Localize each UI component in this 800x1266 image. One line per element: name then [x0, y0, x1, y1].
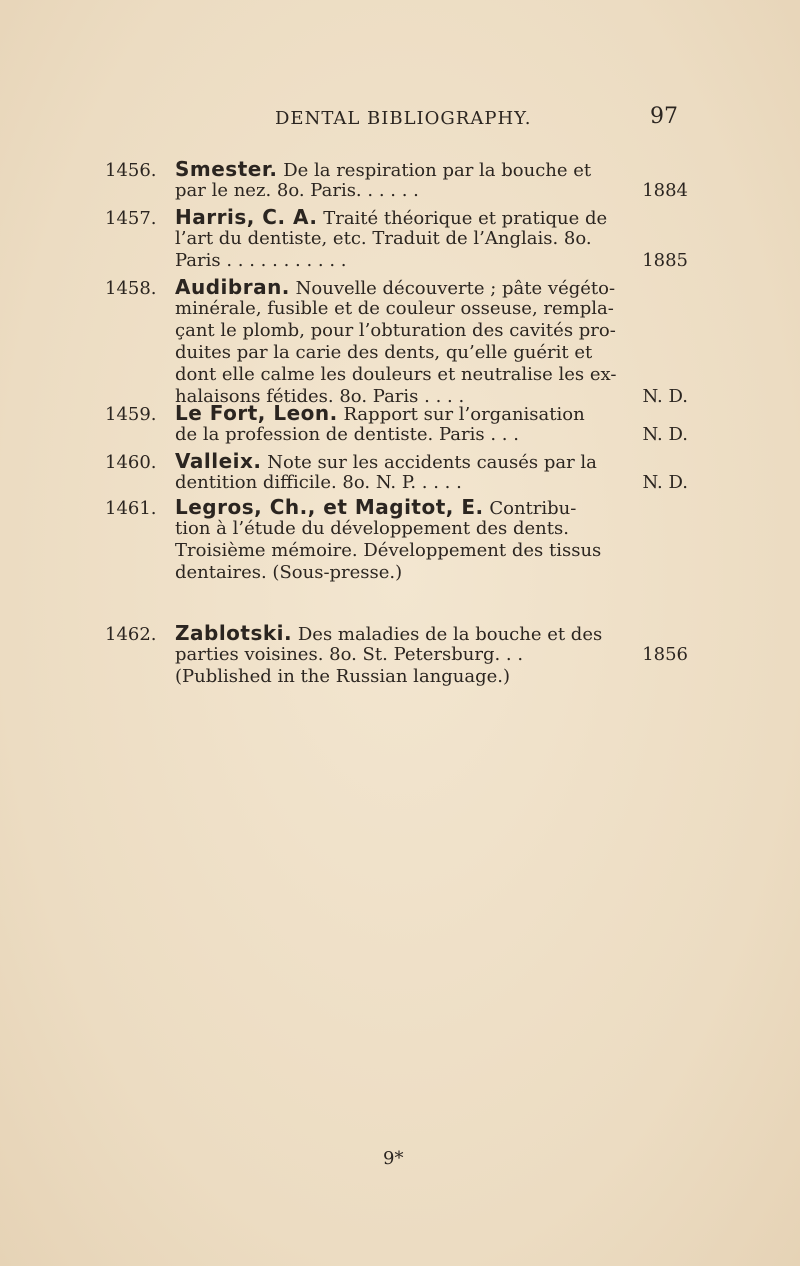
entry-line: dentition difficile. 8o. N. P. . . . .: [175, 472, 462, 493]
entry-date: 1856: [642, 644, 688, 665]
entry-text: Note sur les accidents causés par la: [267, 452, 597, 473]
entry-author: Le Fort, Leon.: [175, 401, 338, 425]
entry-line: minérale, fusible et de couleur osseuse, rempla-: [175, 298, 614, 319]
entry-author: Smester.: [175, 157, 278, 181]
entry-line: [175, 158, 591, 182]
entry-line: duites par la carie des dents, qu’elle guérit et: [175, 342, 593, 363]
entry-line: halaisons fétides. 8o. Paris . . . .: [175, 386, 465, 407]
entry-text: Des maladies de la bouche et des: [297, 624, 603, 645]
entry-number: 1459.: [105, 404, 157, 425]
entry-text: Nouvelle découverte ; pâte végéto-: [295, 278, 616, 299]
entry-line: dentaires. (Sous-presse.): [175, 562, 403, 583]
entry-author: Zablotski.: [175, 621, 293, 645]
entry-number: 1462.: [105, 624, 157, 645]
entry-date: N. D.: [642, 424, 688, 445]
entry-number: 1460.: [105, 452, 157, 473]
entry-author: Valleix.: [175, 449, 262, 473]
entry-line: [175, 450, 597, 474]
entry-line: l’art du dentiste, etc. Traduit de l’Anglais. 8o.: [175, 228, 592, 249]
entry-text: De la respiration par la bouche et: [283, 160, 592, 181]
entry-line: (Published in the Russian language.): [175, 666, 511, 687]
entry-line: [175, 402, 585, 426]
entry-date: 1884: [642, 180, 688, 201]
entry-date: 1885: [642, 250, 688, 271]
entry-line: dont elle calme les douleurs et neutralise les ex-: [175, 364, 617, 385]
entry-number: 1461.: [105, 498, 157, 519]
running-title: DENTAL BIBLIOGRAPHY.: [275, 108, 532, 129]
entry-author: Legros, Ch., et Magitot, E.: [175, 495, 484, 519]
entry-line: [175, 206, 607, 230]
entry-date: N. D.: [642, 386, 688, 407]
entry-line: [175, 622, 602, 646]
entry-line: tion à l’étude du développement des dents.: [175, 518, 569, 539]
entry-line: par le nez. 8o. Paris. . . . . .: [175, 180, 419, 201]
entry-text: Contribu-: [489, 498, 577, 519]
entry-line: [175, 276, 615, 300]
entry-author: Audibran.: [175, 275, 290, 299]
entry-number: 1456.: [105, 160, 157, 181]
entry-line: [175, 496, 576, 520]
entry-line: Paris . . . . . . . . . . .: [175, 250, 347, 271]
entry-line: Troisième mémoire. Développement des tissus: [175, 540, 602, 561]
entry-number: 1457.: [105, 208, 157, 229]
entry-text: Rapport sur l’organisation: [343, 404, 585, 425]
page-number: 97: [650, 104, 678, 129]
signature-mark: 9*: [383, 1148, 404, 1169]
entry-text: Traité théorique et pratique de: [323, 208, 608, 229]
entry-number: 1458.: [105, 278, 157, 299]
entry-author: Harris, C. A.: [175, 205, 318, 229]
entry-date: N. D.: [642, 472, 688, 493]
entry-line: çant le plomb, pour l’obturation des cavités pro-: [175, 320, 616, 341]
entry-line: de la profession de dentiste. Paris . . .: [175, 424, 519, 445]
entry-line: parties voisines. 8o. St. Petersburg. . .: [175, 644, 524, 665]
page-header: [0, 104, 800, 134]
